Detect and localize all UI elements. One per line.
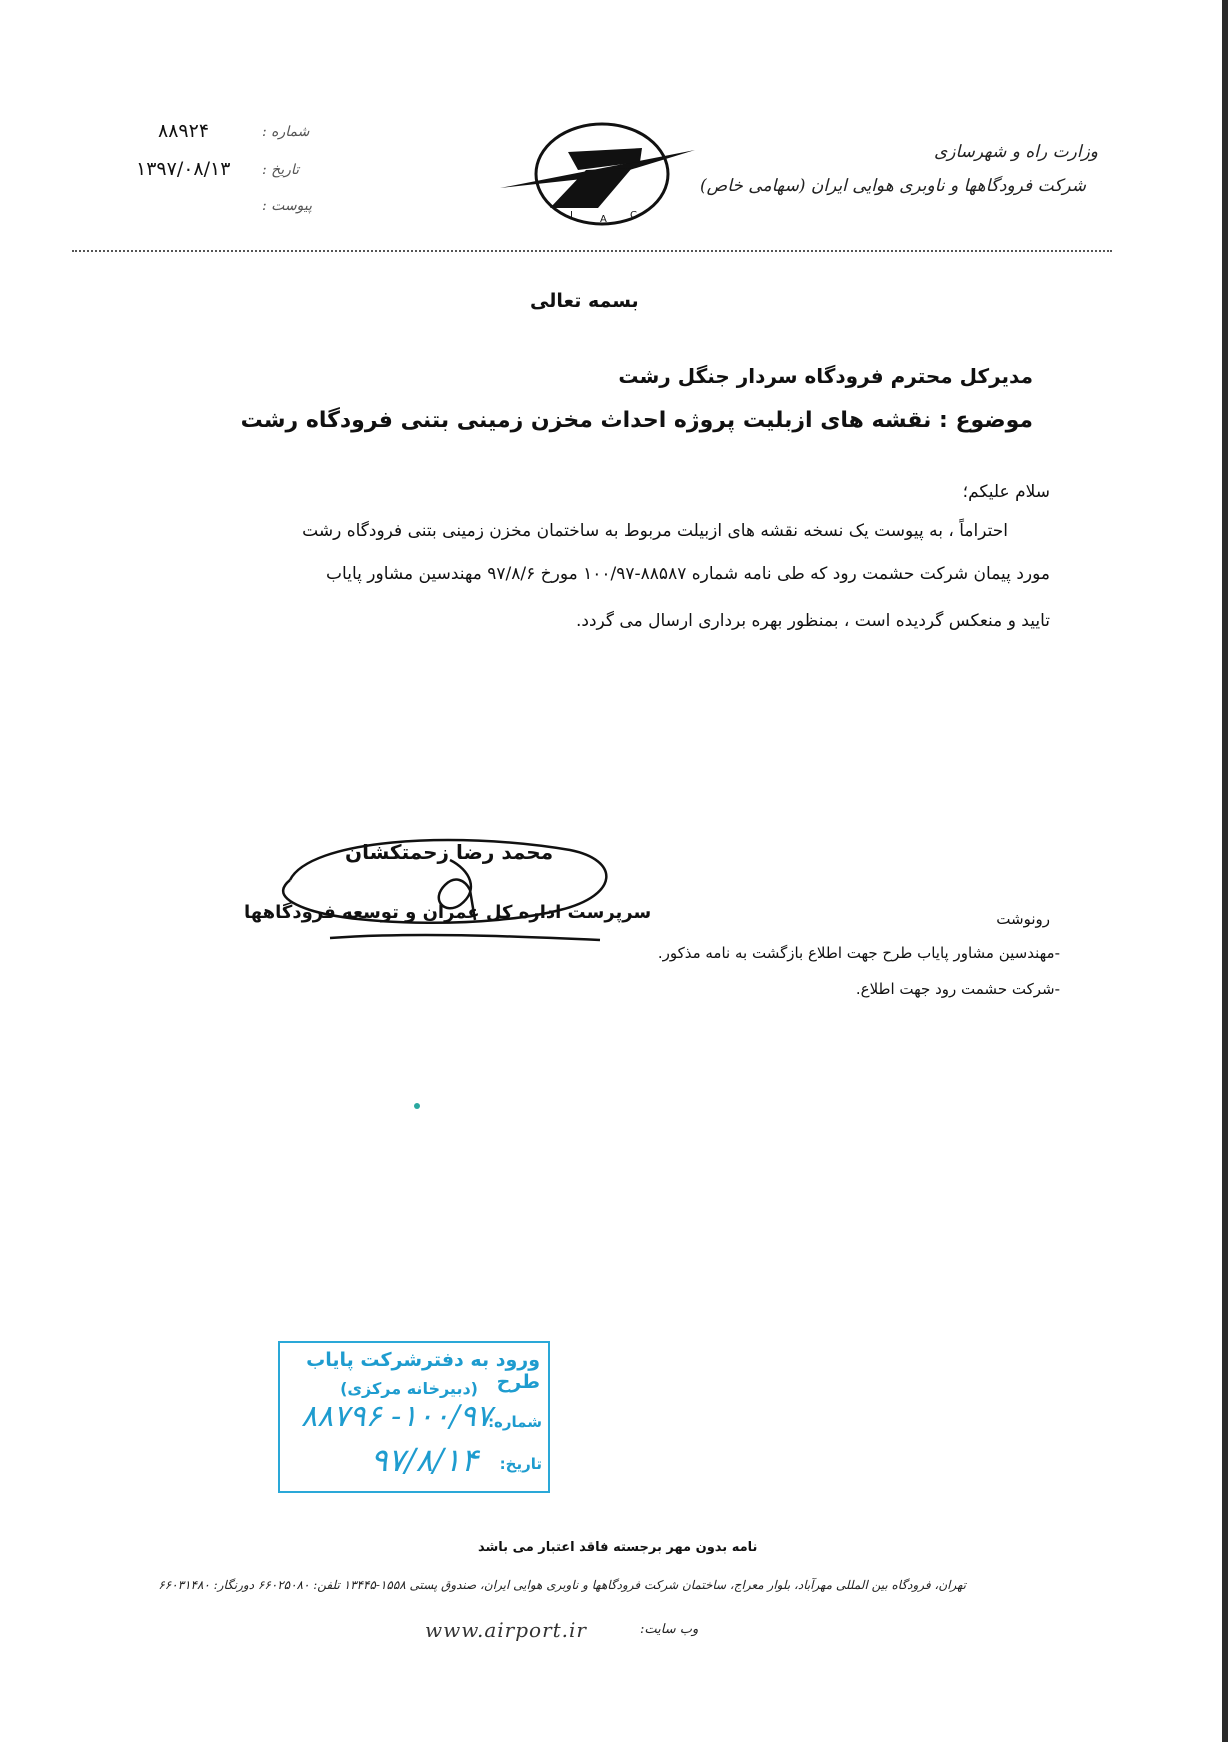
airport-company-logo: [490, 112, 700, 232]
attachment-label: پیوست :: [262, 198, 312, 214]
stamp-number-label: شماره:: [488, 1413, 542, 1431]
footer-website-label: وب سایت:: [640, 1622, 699, 1637]
letter-date: ۱۳۹۷/۰۸/۱۳: [136, 158, 231, 180]
signer-title: سرپرست اداره کل عمران و توسعه فرودگاهها: [244, 902, 652, 923]
stamp-date-label: تاریخ:: [499, 1455, 542, 1473]
ink-dot: [414, 1103, 420, 1109]
company-name: شرکت فرودگاهها و ناوبری هوایی ایران (سهامی خاص): [700, 176, 1086, 196]
received-stamp: [278, 1341, 550, 1493]
logo-letter-a: A: [600, 214, 607, 225]
footer-website[interactable]: www.airport.ir: [425, 1618, 587, 1642]
body-line-2: مورد پیمان شرکت حشمت رود که طی نامه شماره ۸۸۵۸۷-۱۰۰/۹۷ مورخ ۹۷/۸/۶ مهندسین مشاور پایاب: [326, 564, 1050, 584]
scan-edge: [1222, 0, 1228, 1742]
stamp-date-value: ۹۷/۸/۱۴: [370, 1441, 478, 1479]
logo-letter-i: I: [570, 210, 573, 221]
cc-line-2: -شرکت حشمت رود جهت اطلاع.: [855, 980, 1060, 998]
signer-name: محمد رضا زحمتکشان: [345, 840, 554, 864]
body-line-3: تایید و منعکس گردیده است ، بمنظور بهره برداری ارسال می گردد.: [576, 611, 1050, 631]
recipient-line: مدیرکل محترم فرودگاه سردار جنگل رشت: [618, 364, 1033, 388]
stamp-number-value: ۱۰۰/۹۷- ۸۸۷۹۶: [301, 1399, 492, 1434]
stamp-subtitle: (دبیرخانه مرکزی): [340, 1379, 478, 1398]
number-label: شماره :: [262, 124, 310, 140]
body-line-1: احتراماً ، به پیوست یک نسخه نقشه های ازبیلت مربوط به ساختمان مخزن زمینی بتنی فرودگاه رشت: [302, 521, 1008, 541]
stamp-title: ورود به دفترشرکت پایاب طرح: [306, 1349, 540, 1393]
footer-note: نامه بدون مهر برجسته فاقد اعتبار می باشد: [478, 1540, 758, 1555]
ministry-name: وزارت راه و شهرسازی: [933, 142, 1098, 162]
logo-letter-c: C: [630, 210, 637, 221]
greeting: سلام علیکم؛: [962, 482, 1050, 502]
cc-label: رونوشت: [996, 910, 1050, 928]
cc-line-1: -مهندسین مشاور پایاب طرح جهت اطلاع بازگشت به نامه مذکور.: [657, 944, 1060, 962]
letter-number: ۸۸۹۲۴: [158, 120, 210, 142]
invocation: بسمه تعالی: [530, 290, 639, 312]
subject-line: موضوع : نقشه های ازبلیت پروژه احداث مخزن زمینی بتنی فرودگاه رشت: [240, 408, 1033, 433]
date-label: تاریخ :: [262, 162, 300, 178]
header-divider: [72, 250, 1112, 252]
footer-address: تهران، فرودگاه بین المللی مهرآباد، بلوار معراج، ساختمان شرکت فرودگاهها و ناوبری هوایی ایران، صندوق پستی ۱۵۵۸-۱۳۴۴۵ تلفن: ۶۶۰۲۵۰۸۰ دورنگار: ۶۶۰۳۱۴۸۰: [158, 1578, 966, 1592]
